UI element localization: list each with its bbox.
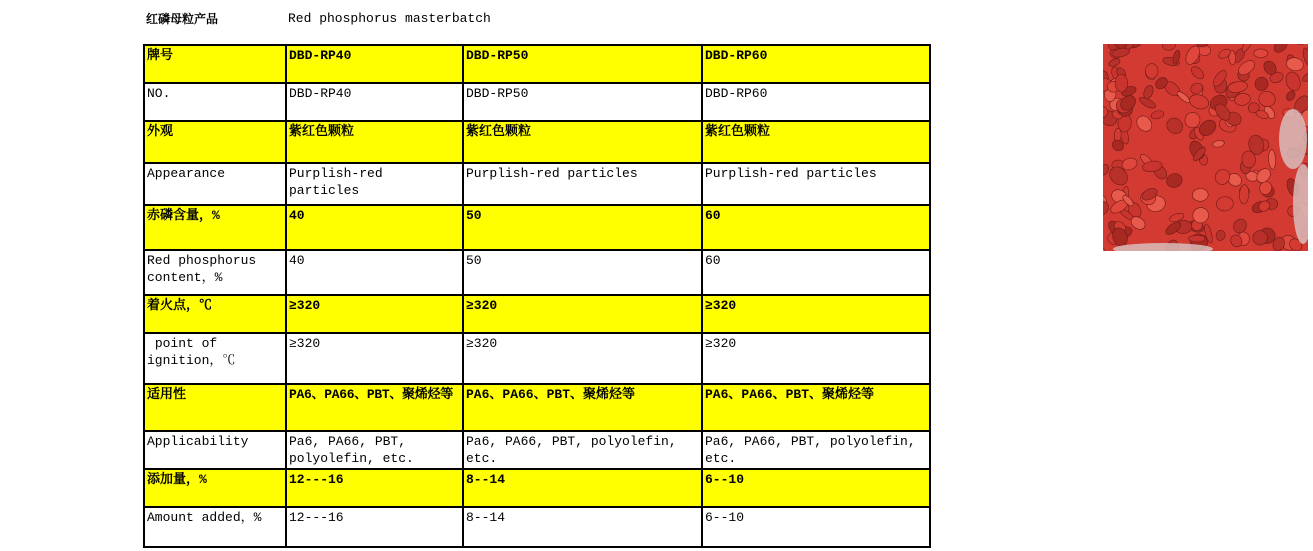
value-cell-rp50: ≥320 <box>463 333 702 384</box>
value-cell-rp50: 8--14 <box>463 469 702 507</box>
value-cell-rp50: Pa6, PA66, PBT, polyolefin, etc. <box>463 431 702 469</box>
value-cell-rp50: ≥320 <box>463 295 702 333</box>
table-row <box>144 163 930 205</box>
pellets-image <box>1103 44 1308 251</box>
table-row <box>144 431 930 469</box>
value-cell-rp50: DBD-RP50 <box>463 45 702 83</box>
table-row <box>144 384 930 431</box>
value-cell-rp60: 紫红色颗粒 <box>702 121 930 163</box>
value-cell-rp40: Purplish-red particles <box>286 163 463 205</box>
value-cell-rp60: DBD-RP60 <box>702 83 930 121</box>
value-cell-rp40: Pa6, PA66, PBT, polyolefin, etc. <box>286 431 463 469</box>
row-label-cell: 外观 <box>144 121 286 163</box>
value-cell-rp60: Pa6, PA66, PBT, polyolefin, etc. <box>702 431 930 469</box>
value-cell-rp60: 60 <box>702 250 930 295</box>
value-cell-rp50: 50 <box>463 250 702 295</box>
value-cell-rp50: 8--14 <box>463 507 702 547</box>
value-cell-rp60: 6--10 <box>702 507 930 547</box>
value-cell-rp50: 50 <box>463 205 702 250</box>
value-cell-rp50: DBD-RP50 <box>463 83 702 121</box>
value-cell-rp60: ≥320 <box>702 333 930 384</box>
row-label-cell: Amount added，% <box>144 507 286 547</box>
row-label-cell: Appearance <box>144 163 286 205</box>
table-row <box>144 83 930 121</box>
value-cell-rp40: 40 <box>286 250 463 295</box>
value-cell-rp40: 12---16 <box>286 507 463 547</box>
value-cell-rp40: 40 <box>286 205 463 250</box>
value-cell-rp60: DBD-RP60 <box>702 45 930 83</box>
value-cell-rp40: 12---16 <box>286 469 463 507</box>
row-label-cell: 牌号 <box>144 45 286 83</box>
value-cell-rp60: PA6、PA66、PBT、聚烯烃等 <box>702 384 930 431</box>
row-label-cell: Applicability <box>144 431 286 469</box>
table-row <box>144 507 930 547</box>
value-cell-rp60: ≥320 <box>702 295 930 333</box>
row-label-cell: point of ignition，℃ <box>144 333 286 384</box>
value-cell-rp40: 紫红色颗粒 <box>286 121 463 163</box>
table-row <box>144 469 930 507</box>
row-label-cell: Red phosphorus content，% <box>144 250 286 295</box>
table-row <box>144 333 930 384</box>
value-cell-rp60: Purplish-red particles <box>702 163 930 205</box>
value-cell-rp40: ≥320 <box>286 333 463 384</box>
row-label-cell: 添加量，% <box>144 469 286 507</box>
table-row <box>144 295 930 333</box>
value-cell-rp50: 紫红色颗粒 <box>463 121 702 163</box>
value-cell-rp50: PA6、PA66、PBT、聚烯烃等 <box>463 384 702 431</box>
value-cell-rp40: DBD-RP40 <box>286 45 463 83</box>
value-cell-rp60: 60 <box>702 205 930 250</box>
value-cell-rp60: 6--10 <box>702 469 930 507</box>
value-cell-rp50: Purplish-red particles <box>463 163 702 205</box>
row-label-cell: NO. <box>144 83 286 121</box>
table-row <box>144 205 930 250</box>
row-label-cell: 赤磷含量，% <box>144 205 286 250</box>
row-label-cell: 着火点，℃ <box>144 295 286 333</box>
table-row <box>144 250 930 295</box>
spec-table <box>143 44 931 548</box>
table-row <box>144 121 930 163</box>
title-english: Red phosphorus masterbatch <box>288 11 491 26</box>
title-chinese: 红磷母粒产品 <box>146 12 219 26</box>
row-label-cell: 适用性 <box>144 384 286 431</box>
red-phosphorus-pellets-photo <box>1103 44 1308 251</box>
value-cell-rp40: DBD-RP40 <box>286 83 463 121</box>
value-cell-rp40: PA6、PA66、PBT、聚烯烃等 <box>286 384 463 431</box>
table-row <box>144 45 930 83</box>
value-cell-rp40: ≥320 <box>286 295 463 333</box>
